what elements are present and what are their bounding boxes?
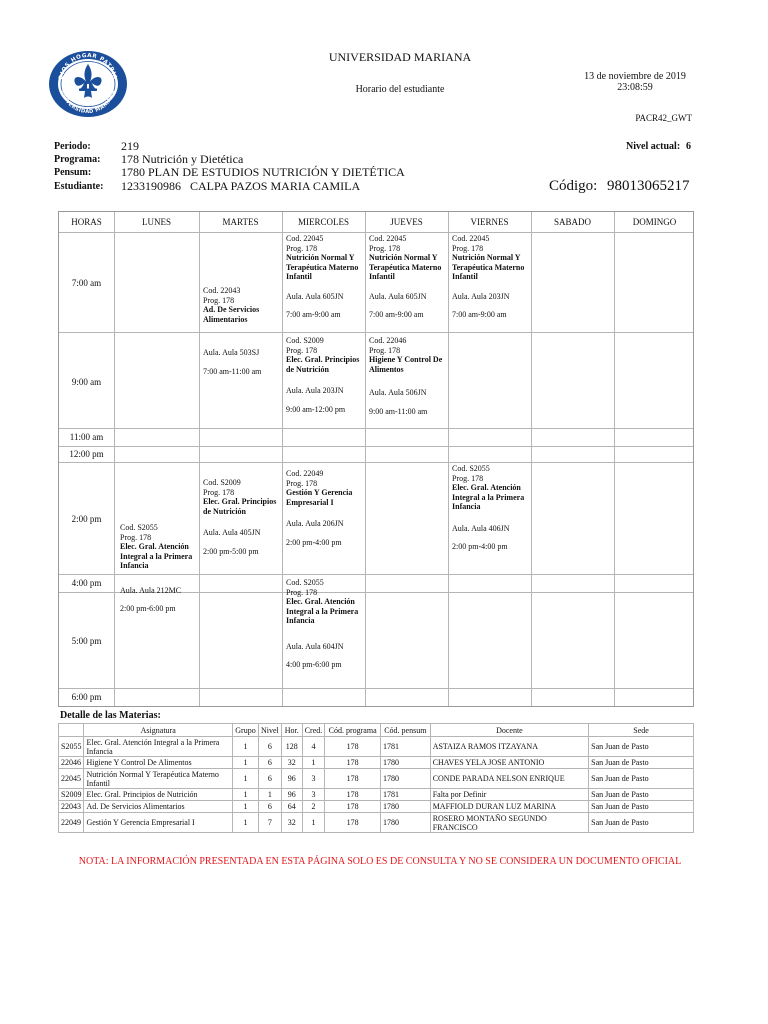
cell-sede: San Juan de Pasto (589, 769, 694, 789)
course-time: 2:00 pm-4:00 pm (452, 542, 508, 551)
course-name: Elec. Gral. Atención Integral a la Primera Infancia (452, 483, 525, 511)
svg-text:DIOS HOGAR PATRIA: DIOS HOGAR PATRIA (58, 52, 118, 81)
cell-cod-pensum: 1780 (380, 813, 430, 833)
col-header-miercoles: MIERCOLES (297, 217, 349, 227)
hour-label: 7:00 am (71, 278, 102, 288)
cell-asignatura: Nutrición Normal Y Terapéutica Materno Infantil (84, 769, 233, 789)
course-name: Nutrición Normal Y Terapéutica Materno Infantil (369, 253, 442, 281)
col-header-jueves: JUEVES (390, 217, 423, 227)
disclaimer-note: NOTA: LA INFORMACIÓN PRESENTADA EN ESTA PÁGINA SOLO ES DE CONSULTA Y NO SE CONSIDERA UN DOCUMENTO OFICIAL (78, 856, 682, 867)
cell-grupo: 1 (232, 757, 258, 769)
cell-creditos: 2 (302, 801, 325, 813)
cell-asignatura: Higiene Y Control De Alimentos (84, 757, 233, 769)
course-time: 7:00 am-9:00 am (286, 310, 341, 319)
course-time: 4:00 pm-6:00 pm (286, 660, 342, 669)
course-aula: Aula. Aula 212MC (120, 585, 182, 595)
cell-asignatura: Elec. Gral. Atención Integral a la Primera Infancia (84, 737, 233, 757)
course-time: 7:00 am-11:00 am (203, 366, 262, 376)
periodo-value: 219 (121, 139, 139, 153)
course-name: Higiene Y Control De Alimentos (369, 355, 443, 374)
university-seal-icon (48, 50, 128, 118)
col-header: Docente (430, 724, 588, 737)
col-header-domingo: DOMINGO (632, 217, 677, 227)
course-prog: Prog. 178 (452, 473, 484, 483)
codigo-value: 98013065217 (607, 178, 690, 194)
course-time: 7:00 am-9:00 am (452, 310, 507, 319)
detail-title: Detalle de las Materias: (60, 710, 161, 721)
cell-nivel: 6 (258, 801, 281, 813)
hour-label: 6:00 pm (71, 692, 102, 702)
course-aula: Aula. Aula 203JN (452, 291, 510, 301)
col-header: Cód. programa (325, 724, 381, 737)
cell-sede: San Juan de Pasto (589, 813, 694, 833)
course-prog: Prog. 178 (286, 345, 318, 355)
course-aula: Aula. Aula 203JN (286, 386, 344, 395)
col-header: Cód. pensum (380, 724, 430, 737)
university-name: UNIVERSIDAD MARIANA (328, 50, 472, 64)
cell-asignatura: Ad. De Servicios Alimentarios (84, 801, 233, 813)
course-aula: Aula. Aula 406JN (452, 523, 510, 533)
cell-grupo: 1 (232, 789, 258, 801)
cell-grupo: 1 (232, 801, 258, 813)
table-row (59, 789, 694, 801)
cell-docente: ASTAIZA RAMOS ITZAYANA (430, 737, 588, 757)
col-header-viernes: VIERNES (470, 217, 509, 227)
course-code: Cod. S2055 (120, 523, 158, 532)
cell-code: 22049 (59, 813, 84, 833)
cell-creditos: 4 (302, 737, 325, 757)
detail-table (58, 723, 694, 833)
col-header: Nivel (258, 724, 281, 737)
cell-asignatura: Gestión Y Gerencia Empresarial I (84, 813, 233, 833)
course-name: Elec. Gral. Atención Integral a la Primera Infancia (120, 542, 193, 570)
course-code: Cod. S2009 (286, 336, 324, 345)
cell-cod-pensum: 1781 (380, 737, 430, 757)
course-prog: Prog. 178 (203, 487, 235, 497)
course-code: Cod. S2055 (452, 464, 490, 473)
course-code: Cod. S2055 (286, 578, 324, 587)
hour-label: 5:00 pm (71, 636, 102, 646)
course-aula: Aula. Aula 503SJ (203, 348, 260, 357)
cell-nivel: 6 (258, 757, 281, 769)
programa-value: 178 Nutrición y Dietética (121, 152, 244, 166)
course-block[interactable] (452, 234, 528, 320)
course-block[interactable] (203, 478, 279, 556)
course-prog: Prog. 178 (286, 478, 318, 488)
col-header: Hor. (281, 724, 302, 737)
course-code: Cod. S2009 (203, 478, 241, 487)
course-name: Elec. Gral. Principios de Nutrición (286, 355, 360, 374)
report-subtitle: Horario del estudiante (355, 84, 445, 95)
cell-horas: 96 (281, 789, 302, 801)
svg-text:UNIVERSIDAD MARIANA: UNIVERSIDAD MARIANA (59, 89, 117, 116)
cell-sede: San Juan de Pasto (589, 789, 694, 801)
course-prog: Prog. 178 (286, 243, 318, 253)
course-name: Nutrición Normal Y Terapéutica Materno Infantil (286, 253, 359, 281)
cell-sede: San Juan de Pasto (589, 757, 694, 769)
course-prog: Prog. 178 (452, 243, 484, 253)
cell-cod-programa: 178 (325, 801, 381, 813)
cell-docente: Falta por Definir (430, 789, 588, 801)
cell-sede: San Juan de Pasto (589, 801, 694, 813)
course-aula: Aula. Aula 405JN (203, 528, 261, 537)
cell-grupo: 1 (232, 813, 258, 833)
report-time: 23:08:59 (617, 82, 653, 93)
cell-docente: MAFFIOLD DURAN LUZ MARINA (430, 801, 588, 813)
hour-label: 4:00 pm (71, 578, 102, 588)
cell-nivel: 1 (258, 789, 281, 801)
university-logo (48, 50, 128, 118)
col-header: Asignatura (84, 724, 233, 737)
cell-code: 22043 (59, 801, 84, 813)
course-name: Nutrición Normal Y Terapéutica Materno Infantil (452, 253, 525, 281)
col-header-martes: MARTES (222, 217, 259, 227)
course-code: Cod. 22049 (286, 469, 324, 478)
course-code: Cod. 22045 (452, 234, 490, 243)
course-name: Ad. De Servicios Alimentarios (203, 305, 260, 324)
course-block[interactable] (203, 286, 279, 376)
course-name: Elec. Gral. Principios de Nutrición (203, 497, 277, 516)
cell-creditos: 1 (302, 757, 325, 769)
hour-label: 2:00 pm (71, 514, 102, 524)
course-block[interactable] (286, 469, 362, 547)
course-code: Cod. 22045 (286, 234, 324, 243)
pensum-value: 1780 PLAN DE ESTUDIOS NUTRICIÓN Y DIETÉTICA (121, 165, 405, 179)
course-aula: Aula. Aula 605JN (286, 291, 344, 301)
course-block[interactable] (369, 234, 445, 320)
course-block[interactable] (286, 336, 362, 414)
col-header-sabado: SABADO (553, 217, 591, 227)
col-header-lunes: LUNES (142, 217, 171, 227)
col-header: Grupo (232, 724, 258, 737)
table-row (59, 757, 694, 769)
cell-creditos: 3 (302, 789, 325, 801)
course-time: 2:00 pm-5:00 pm (203, 546, 259, 556)
table-header-row (59, 724, 694, 737)
col-header: Cred. (302, 724, 325, 737)
cell-cod-pensum: 1780 (380, 801, 430, 813)
course-block[interactable] (120, 523, 198, 614)
table-row (59, 801, 694, 813)
course-prog: Prog. 178 (286, 587, 318, 597)
col-header (59, 724, 84, 737)
cell-sede: San Juan de Pasto (589, 737, 694, 757)
estudiante-value: 1233190986 CALPA PAZOS MARIA CAMILA (121, 179, 361, 193)
cell-cod-programa: 178 (325, 789, 381, 801)
course-block[interactable] (286, 234, 362, 320)
cell-horas: 96 (281, 769, 302, 789)
cell-asignatura: Elec. Gral. Principios de Nutrición (84, 789, 233, 801)
cell-docente: ROSERO MONTAÑO SEGUNDO FRANCISCO (430, 813, 588, 833)
col-header: Sede (589, 724, 694, 737)
cell-code: 22045 (59, 769, 84, 789)
cell-nivel: 6 (258, 769, 281, 789)
cell-nivel: 6 (258, 737, 281, 757)
course-name: Elec. Gral. Atención Integral a la Primera Infancia (286, 597, 359, 625)
programa-label: Programa: (54, 154, 101, 165)
course-time: 9:00 am-11:00 am (369, 406, 428, 416)
cell-docente: CHAVES YELA JOSE ANTONIO (430, 757, 588, 769)
cell-cod-pensum: 1780 (380, 757, 430, 769)
cell-code: 22046 (59, 757, 84, 769)
codigo-label: Código: (549, 178, 598, 194)
cell-docente: CONDE PARADA NELSON ENRIQUE (430, 769, 588, 789)
course-prog: Prog. 178 (369, 345, 401, 355)
estudiante-label: Estudiante: (54, 181, 104, 192)
hour-label: 12:00 pm (69, 449, 104, 459)
cell-cod-programa: 178 (325, 757, 381, 769)
report-date: 13 de noviembre de 2019 (584, 71, 686, 82)
periodo-label: Periodo: (54, 141, 91, 152)
course-prog: Prog. 178 (203, 295, 235, 305)
pensum-label: Pensum: (54, 167, 92, 178)
table-row (59, 769, 694, 789)
course-aula: Aula. Aula 206JN (286, 519, 344, 528)
course-aula: Aula. Aula 604JN (286, 641, 344, 651)
course-time: 7:00 am-9:00 am (369, 310, 424, 319)
cell-cod-pensum: 1781 (380, 789, 430, 801)
nivel-value: 6 (686, 141, 691, 152)
course-block[interactable] (369, 336, 445, 416)
course-block[interactable] (452, 464, 528, 552)
cell-horas: 32 (281, 757, 302, 769)
course-name: Gestión Y Gerencia Empresarial I (286, 488, 353, 507)
course-aula: Aula. Aula 506JN (369, 388, 427, 397)
cell-creditos: 1 (302, 813, 325, 833)
cell-horas: 32 (281, 813, 302, 833)
hour-label: 11:00 am (69, 432, 104, 442)
course-code: Cod. 22045 (369, 234, 407, 243)
course-prog: Prog. 178 (120, 532, 152, 542)
course-code: Cod. 22046 (369, 336, 407, 345)
cell-cod-programa: 178 (325, 769, 381, 789)
course-time: 2:00 pm-6:00 pm (120, 604, 176, 613)
cell-nivel: 7 (258, 813, 281, 833)
cell-grupo: 1 (232, 769, 258, 789)
cell-cod-programa: 178 (325, 813, 381, 833)
schedule-grid (58, 211, 694, 707)
table-row (59, 737, 694, 757)
course-prog: Prog. 178 (369, 243, 401, 253)
hour-label: 9:00 am (71, 377, 102, 387)
table-row (59, 813, 694, 833)
course-code: Cod. 22043 (203, 286, 241, 295)
cell-horas: 128 (281, 737, 302, 757)
nivel-label: Nivel actual: (626, 141, 681, 152)
report-code: PACR42_GWT (635, 113, 692, 123)
course-block[interactable] (286, 578, 362, 670)
col-header-horas: HORAS (71, 217, 102, 227)
cell-cod-pensum: 1780 (380, 769, 430, 789)
cell-creditos: 3 (302, 769, 325, 789)
course-time: 2:00 pm-4:00 pm (286, 537, 342, 547)
course-aula: Aula. Aula 605JN (369, 291, 427, 301)
cell-cod-programa: 178 (325, 737, 381, 757)
course-time: 9:00 am-12:00 pm (286, 404, 346, 414)
cell-code: S2055 (59, 737, 84, 757)
cell-grupo: 1 (232, 737, 258, 757)
cell-code: S2009 (59, 789, 84, 801)
cell-horas: 64 (281, 801, 302, 813)
